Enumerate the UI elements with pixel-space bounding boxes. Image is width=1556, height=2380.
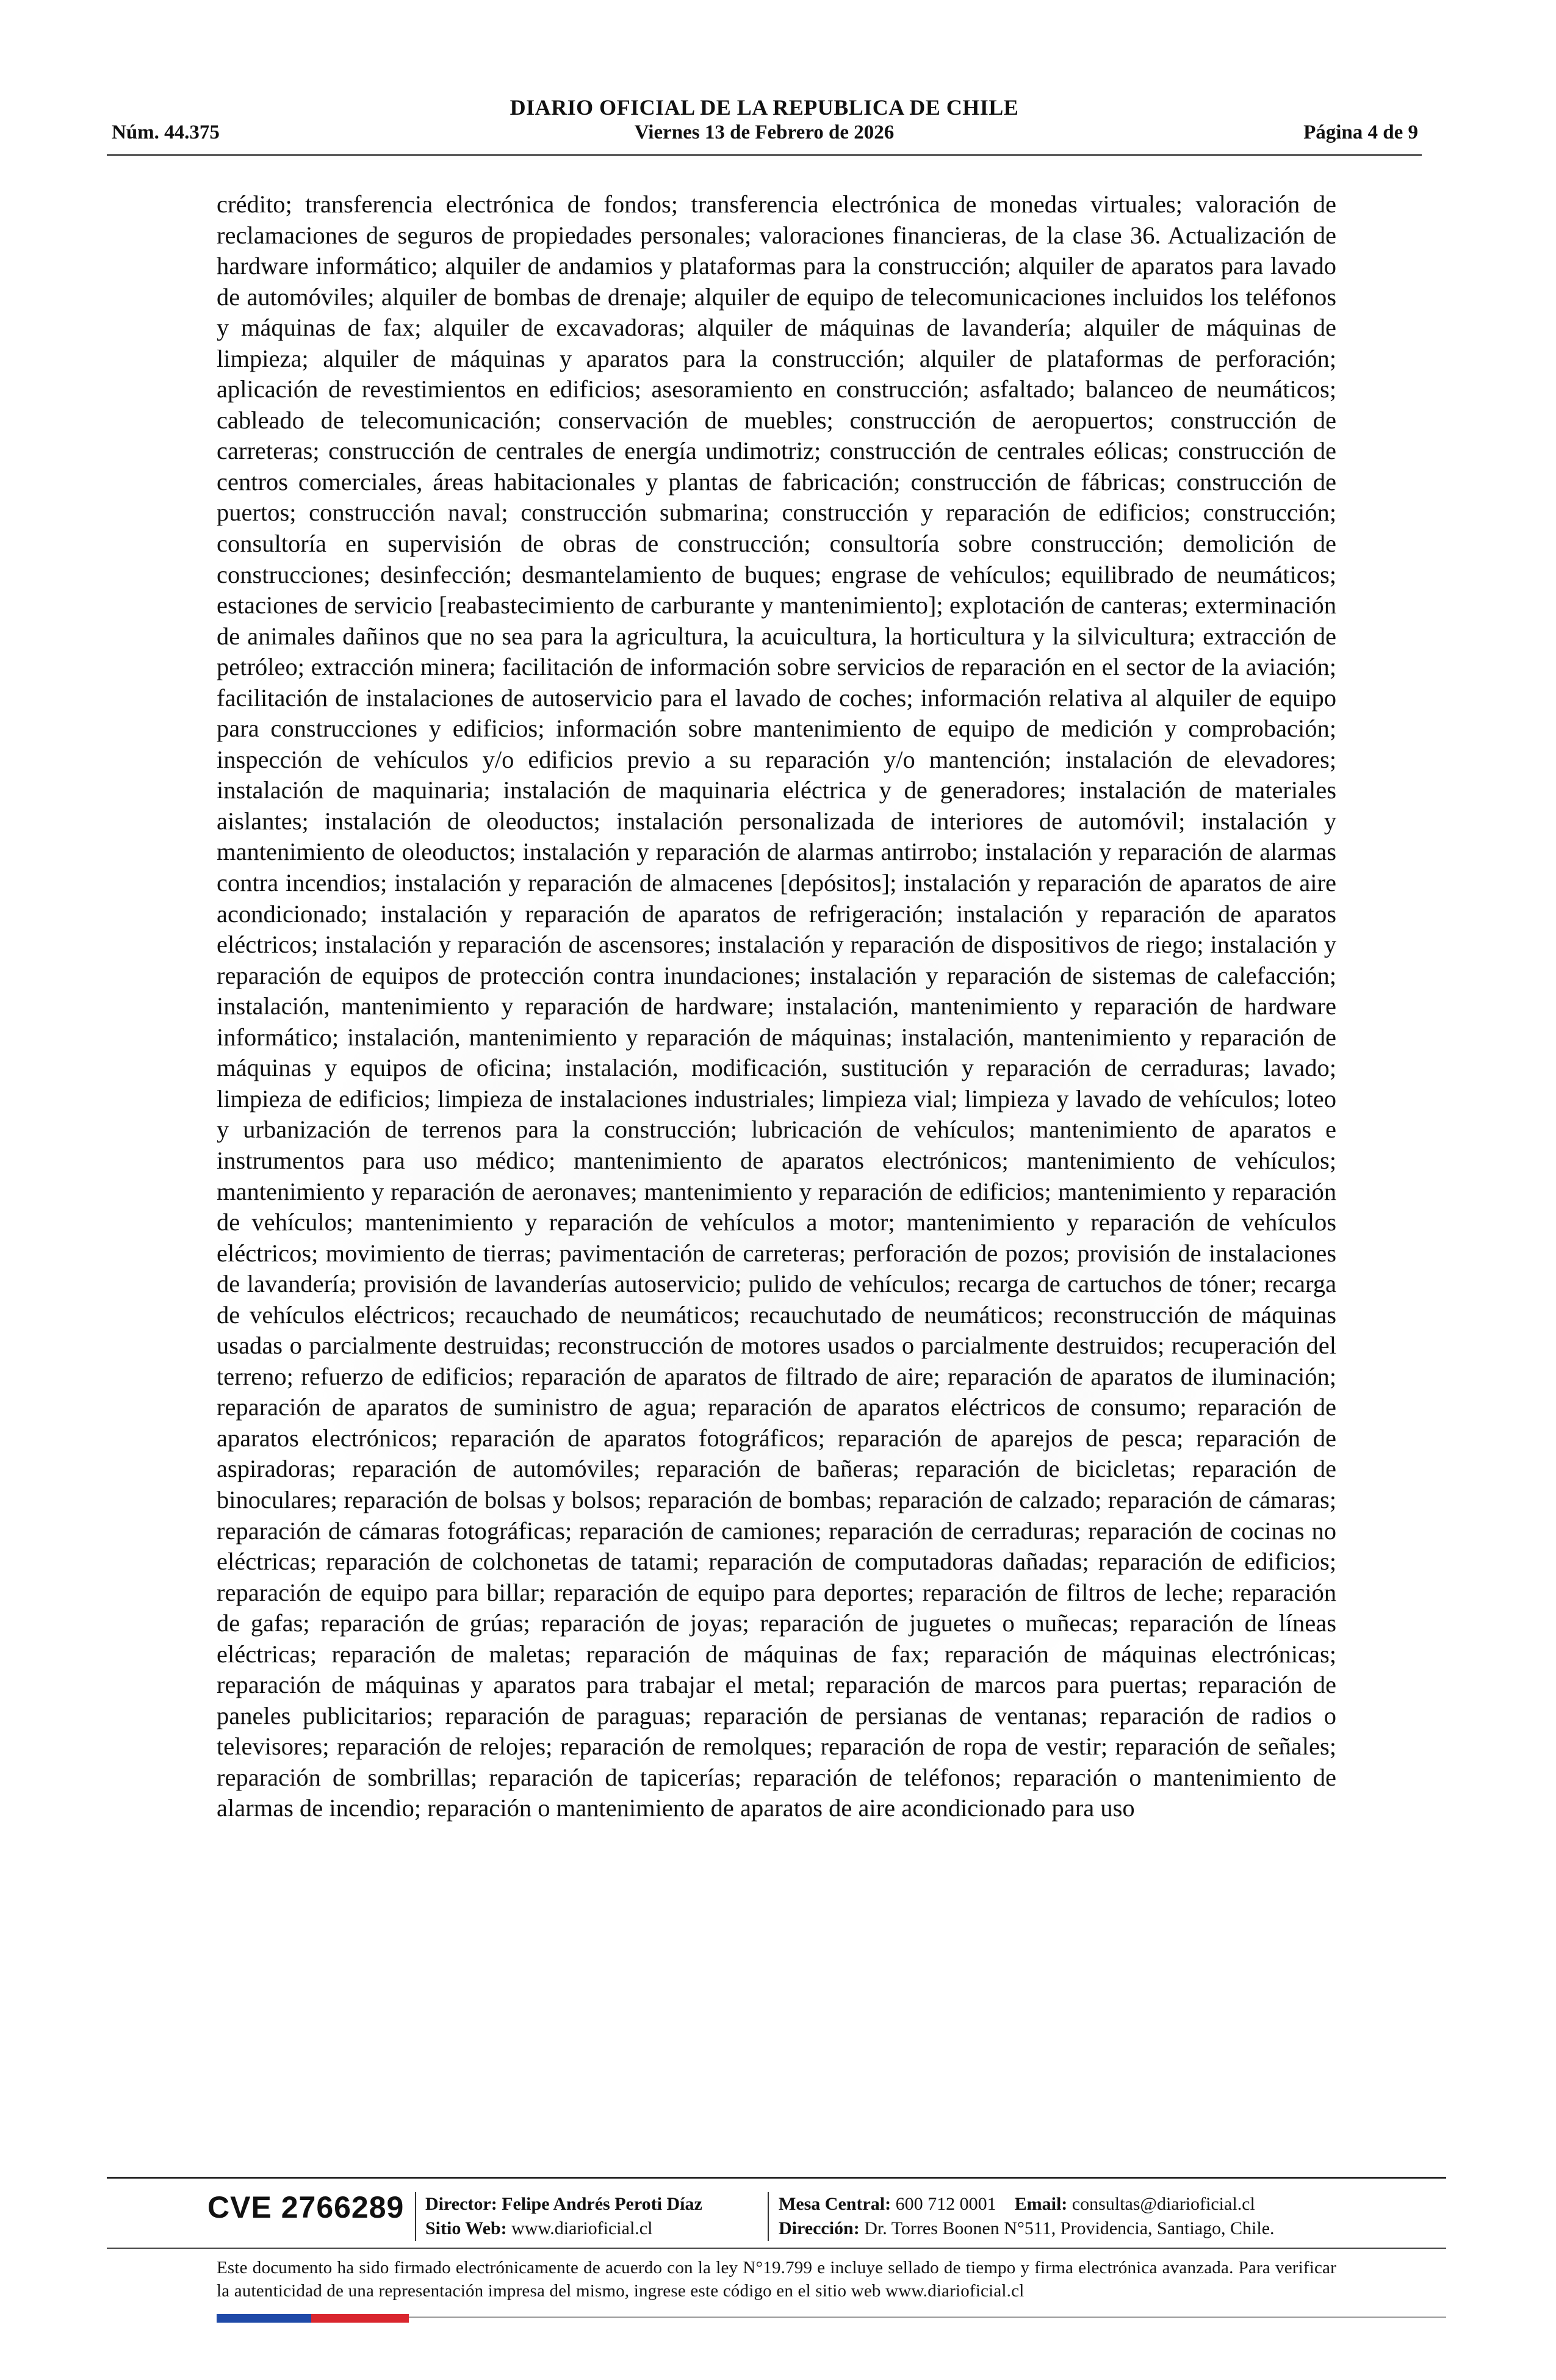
body-paragraph: crédito; transferencia electrónica de fondos; transferencia electrónica de monedas virtuales; valoración de reclamaciones de seguros de propiedades personales; valoraciones financieras, de la clase 36. Actualización de hardware informático; alquiler de andamios y plataformas para la construcción; alquiler de aparatos para lavado de automóviles; alquiler de bombas de drenaje; alquiler de equipo de telecomunicaciones incluidos los teléfonos y máquinas de fax; alquiler de excavadoras; alquiler de máquinas de lavandería; alquiler de máquinas de limpieza; alquiler de máquinas y aparatos para la construcción; alquiler de plataformas de perforación; aplicación de revestimientos en edificios; asesoramiento en construcción; asfaltado; balanceo de neumáticos; cableado de telecomunicación; conservación de muebles; construcción de aeropuertos; construcción de carreteras; construcción de centrales de energía undimotriz; construcción de centrales eólicas; construcción de centros comerciales, áreas habitacionales y plantas de fabricación; construcción de fábricas; construcción de puertos; construcción naval; construcción submarina; construcción y reparación de edificios; construcción; consultoría en supervisión de obras de construcción; consultoría sobre construcción; demolición de construcciones; desinfección; desmantelamiento de buques; engrase de vehículos; equilibrado de neumáticos; estaciones de servicio [reabastecimiento de carburante y mantenimiento]; explotación de canteras; exterminación de animales dañinos que no sea para la agricultura, la acuicultura, la horticultura y la silvicultura; extracción de petróleo; extracción minera; facilitación de información sobre servicios de reparación en el sector de la aviación; facilitación de instalaciones de autoservicio para el lavado de coches; información relativa al alquiler de equipo para construcciones y edificios; información sobre mantenimiento de equipo de medición y comprobación; inspección de vehículos y/o edificios previo a su reparación y/o mantención; instalación de elevadores; instalación de maquinaria; instalación de maquinaria eléctrica y de generadores; instalación de materiales aislantes; instalación de oleoductos; instalación personalizada de interiores de automóvil; instalación y mantenimiento de oleoductos; instalación y reparación de alarmas antirrobo; instalación y reparación de alarmas contra incendios; instalación y reparación de almacenes [depósitos]; instalación y reparación de aparatos de aire acondicionado; instalación y reparación de aparatos de refrigeración; instalación y reparación de aparatos eléctricos; instalación y reparación de ascensores; instalación y reparación de dispositivos de riego; instalación y reparación de equipos de protección contra inundaciones; instalación y reparación de sistemas de calefacción; instalación, mantenimiento y reparación de hardware; instalación, mantenimiento y reparación de hardware informático; instalación, mantenimiento y reparación de máquinas; instalación, mantenimiento y reparación de máquinas y equipos de oficina; instalación, modificación, sustitución y reparación de cerraduras; lavado; limpieza de edificios; limpieza de instalaciones industriales; limpieza vial; limpieza y lavado de vehículos; loteo y urbanización de terrenos para la construcción; lubricación de vehículos; mantenimiento de aparatos e instrumentos para uso médico; mantenimiento de aparatos electrónicos; mantenimiento de vehículos; mantenimiento y reparación de aeronaves; mantenimiento y reparación de edificios; mantenimiento y reparación de vehículos; mantenimiento y reparación de vehículos a motor; mantenimiento y reparación de vehículos eléctricos; movimiento de tierras; pavimentación de carreteras; perforación de pozos; provisión de instalaciones de lavandería; provisión de lavanderías autoservicio; pulido de vehículos; recarga de cartuchos de tóner; recarga de vehículos eléctricos; recauchado de neumáticos; recauchutado de neumáticos; reconstrucción de máquinas usadas o parcialmente destruidas; reconstrucción de motores usados o parcialmente destruidos; recuperación del terreno; refuerzo de edificios; reparación de aparatos de filtrado de aire; reparación de aparatos de iluminación; reparación de aparatos de suministro de agua; reparación de aparatos eléctricos de consumo; reparación de aparatos electrónicos; reparación de aparatos fotográficos; reparación de aparejos de pesca; reparación de aspiradoras; reparación de automóviles; reparación de bañeras; reparación de bicicletas; reparación de binoculares; reparación de bolsas y bolsos; reparación de bombas; reparación de calzado; reparación de cámaras; reparación de cámaras fotográficas; reparación de camiones; reparación de cerraduras; reparación de cocinas no eléctricas; reparación de colchonetas de tatami; reparación de computadoras dañadas; reparación de edificios; reparación de equipo para billar; reparación de equipo para deportes; reparación de filtros de leche; reparación de gafas; reparación de grúas; reparación de joyas; reparación de juguetes o muñecas; reparación de líneas eléctricas; reparación de maletas; reparación de máquinas de fax; reparación de máquinas electrónicas; reparación de máquinas y aparatos para trabajar el metal; reparación de marcos para puertas; reparación de paneles publicitarios; reparación de paraguas; reparación de persianas de ventanas; reparación de radios o televisores; reparación de relojes; reparación de remolques; reparación de ropa de vestir; reparación de señales; reparación de sombrillas; reparación de tapicerías; reparación de teléfonos; reparación o mantenimiento de alarmas de incendio; reparación o mantenimiento de aparatos de aire acondicionado para uso <box>217 190 1336 1822</box>
switchboard-number: 600 712 0001 <box>895 2194 996 2214</box>
footer-director-block <box>425 2192 702 2241</box>
signature-disclaimer: Este documento ha sido firmado electrónicamente de acuerdo con la ley N°19.799 e incluye sellado de tiempo y firma electrónica avanzada. Para verificar la autenticidad de una representación impresa del mismo, ingrese este código en el sitio web www.diarioficial.cl <box>217 2258 1336 2301</box>
cve-code: CVE 2766289 <box>207 2190 405 2224</box>
issue-number: Núm. 44.375 <box>112 121 220 143</box>
footer-divider-mid <box>107 2248 1446 2249</box>
website-link[interactable]: www.diarioficial.cl <box>511 2218 653 2238</box>
flag-stripe-blue <box>217 2314 311 2323</box>
switchboard-label: Mesa Central: <box>779 2194 891 2214</box>
publication-date: Viernes 13 de Febrero de 2026 <box>634 121 895 143</box>
footer-contact-block <box>779 2192 1275 2241</box>
header-divider <box>107 154 1422 156</box>
page-number: Página 4 de 9 <box>1303 121 1418 143</box>
publication-title: DIARIO OFICIAL DE LA REPUBLICA DE CHILE <box>510 95 1019 120</box>
director-label: Director: <box>425 2194 497 2214</box>
footer-divider-bottom <box>409 2317 1446 2318</box>
flag-stripe-red <box>311 2314 409 2323</box>
footer-divider-top <box>107 2177 1446 2179</box>
footer-separator <box>415 2192 416 2241</box>
address-label: Dirección: <box>779 2218 860 2238</box>
director-name: Felipe Andrés Peroti Díaz <box>502 2194 702 2214</box>
website-label: Sitio Web: <box>425 2218 507 2238</box>
footer-separator <box>768 2192 769 2241</box>
email-link[interactable]: consultas@diarioficial.cl <box>1072 2194 1255 2214</box>
address-text: Dr. Torres Boonen N°511, Providencia, Santiago, Chile. <box>864 2218 1275 2238</box>
email-label: Email: <box>1014 2194 1068 2214</box>
page-header <box>107 95 1422 156</box>
